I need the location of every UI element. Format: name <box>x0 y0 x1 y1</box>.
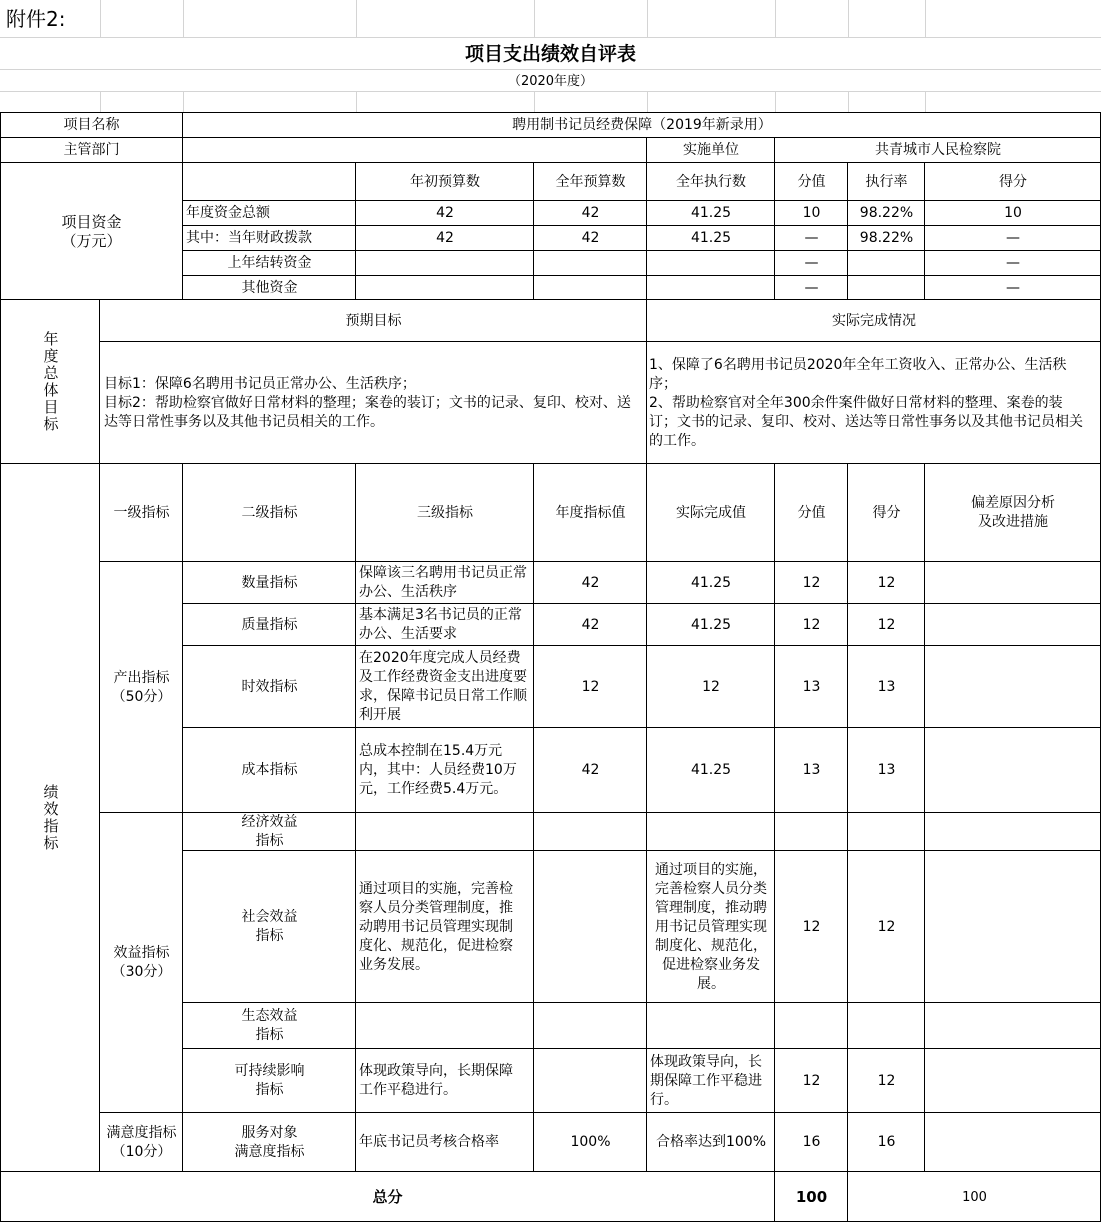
project-name-label: 项目名称 <box>63 117 120 133</box>
grid-line <box>356 0 357 37</box>
grid-line <box>647 92 648 112</box>
grid-line <box>534 92 535 112</box>
indicator-level3: 在2020年度完成人员经费及工作经费资金支出进度要求，保障书记员日常工作顺利开展 <box>359 650 527 723</box>
goals-label: 年度总体目标 <box>41 331 60 433</box>
indicator-level2: 时效指标 <box>241 678 298 695</box>
funds-row-rate <box>848 276 925 300</box>
indicator-level2: 成本指标 <box>241 762 298 778</box>
funds-row-score: — <box>1006 255 1020 271</box>
funds-row-score-value: — <box>804 255 819 271</box>
funds-header-score: 得分 <box>999 173 1027 190</box>
funds-row-score: — <box>1006 230 1020 246</box>
funds-row-name: 其中：当年财政拨款 <box>186 230 312 246</box>
table-border <box>847 162 848 300</box>
funds-row-name: 上年结转资金 <box>227 255 312 271</box>
table-border <box>0 112 1 1222</box>
table-border <box>183 1002 1101 1003</box>
funds-header-annual: 全年预算数 <box>555 173 626 190</box>
grid-line <box>848 0 849 37</box>
total-score-value: 100 <box>795 1187 828 1206</box>
funds-row-initial <box>356 276 534 300</box>
total-label: 总分 <box>372 1187 403 1206</box>
dept-value <box>183 138 647 163</box>
ind-header-analysis: 偏差原因分析 及改进措施 <box>971 495 1055 530</box>
grid-line <box>183 0 184 37</box>
goals-actual-header: 实际完成情况 <box>832 312 916 329</box>
grid-line <box>100 0 101 37</box>
table-border <box>183 200 1101 201</box>
indicator-actual: 41.25 <box>690 574 732 591</box>
dept-label: 主管部门 <box>63 142 120 158</box>
indicator-actual: 合格率达到100% <box>655 1134 767 1150</box>
indicator-score: 12 <box>877 1072 896 1089</box>
table-border <box>355 463 356 1172</box>
grid-line <box>356 92 357 112</box>
funds-label: 项目资金 （万元） <box>61 212 122 250</box>
group-satisfaction: 满意度指标 （10分） <box>106 1124 177 1160</box>
table-border <box>646 463 647 1172</box>
table-border <box>99 299 100 1172</box>
goals-actual-text: 1、保障了6名聘用书记员2020年全年工资收入、正常办公、生活秩序； 2、帮助检察官对全年300余件案件做好日常材料的整理、案卷的装订；文书的记录、复印、校对、送达等日常性事务以及其他书记员相关的工作。 <box>649 356 1083 449</box>
indicator-score <box>848 1003 925 1049</box>
indicator-target <box>534 813 647 851</box>
indicator-score: 16 <box>877 1134 896 1150</box>
unit-value: 共青城市人民检察院 <box>875 142 1001 158</box>
indicator-level2: 可持续影响 指标 <box>234 1063 305 1098</box>
indicator-level2: 质量指标 <box>241 616 298 633</box>
grid-line <box>647 0 648 37</box>
grid-line <box>848 92 849 112</box>
funds-header-initial: 年初预算数 <box>410 173 480 190</box>
grid-line <box>0 91 1101 92</box>
grid-line <box>775 0 776 37</box>
indicator-level2: 服务对象 满意度指标 <box>234 1124 305 1160</box>
funds-row-rate <box>848 251 925 276</box>
indicator-target <box>534 1003 647 1049</box>
grid-line <box>183 92 184 112</box>
table-border <box>183 850 1101 851</box>
funds-row-rate: 98.22% <box>859 205 914 221</box>
table-border <box>183 1048 1101 1049</box>
project-name-value: 聘用制书记员经费保障（2019年新录用） <box>512 117 772 133</box>
grid-line <box>775 92 776 112</box>
indicator-target <box>534 851 647 1003</box>
indicator-level3: 年底书记员考核合格率 <box>359 1134 499 1150</box>
indicator-analysis <box>925 604 1101 646</box>
indicator-score-value <box>775 1003 848 1049</box>
indicator-actual: 12 <box>702 678 720 695</box>
indicator-analysis <box>925 1049 1101 1113</box>
group-output: 产出指标 （50分） <box>111 669 172 705</box>
indicator-score-value: 12 <box>802 574 821 591</box>
table-border <box>924 463 925 1172</box>
indicator-score-value: 13 <box>802 678 821 695</box>
funds-row-score-value: — <box>804 279 819 296</box>
indicator-analysis <box>925 1113 1101 1172</box>
indicator-target: 42 <box>581 762 600 778</box>
table-border <box>100 1112 1101 1113</box>
grid-line <box>925 92 926 112</box>
ind-header-actual: 实际完成值 <box>676 504 746 521</box>
indicator-level3: 体现政策导向，长期保障工作平稳进行。 <box>359 1063 513 1098</box>
table-border <box>646 299 647 464</box>
table-border <box>355 162 356 300</box>
grid-line <box>534 0 535 37</box>
table-border <box>646 137 647 163</box>
funds-row-score: — <box>1006 279 1020 296</box>
funds-row-executed <box>647 251 775 276</box>
indicator-level3 <box>356 1003 534 1049</box>
funds-row-name: 其他资金 <box>241 279 298 296</box>
indicator-score-value: 12 <box>802 616 821 633</box>
table-border <box>0 1171 1101 1172</box>
indicator-target: 12 <box>581 678 600 695</box>
indicator-target: 42 <box>581 574 600 591</box>
indicator-actual <box>647 813 775 851</box>
ind-header-score: 得分 <box>872 504 901 521</box>
indicator-actual: 通过项目的实施，完善检察人员分类管理制度，推动聘用书记员管理实现制度化、规范化，促进检察业务发展。 <box>655 861 767 992</box>
table-border <box>100 812 1101 813</box>
grid-line <box>0 69 1101 70</box>
table-border <box>183 225 1101 226</box>
indicator-target: 42 <box>581 616 600 633</box>
indicator-score: 12 <box>877 574 896 591</box>
indicator-level3 <box>356 813 534 851</box>
table-border <box>774 137 775 163</box>
table-border <box>0 112 1101 113</box>
funds-row-rate: 98.22% <box>859 230 914 246</box>
indicator-level2: 数量指标 <box>241 574 298 591</box>
funds-row-name: 年度资金总额 <box>186 205 270 221</box>
table-border <box>183 645 1101 646</box>
year-label: （2020年度） <box>507 73 594 89</box>
ind-header-level3: 三级指标 <box>417 504 473 521</box>
funds-row-annual: 42 <box>581 205 600 221</box>
ind-header-level1: 一级指标 <box>113 504 170 521</box>
funds-row-annual: 42 <box>581 230 600 246</box>
group-benefit: 效益指标 （30分） <box>111 945 172 980</box>
indicator-score-value: 12 <box>802 1072 821 1089</box>
indicator-analysis <box>925 851 1101 1003</box>
indicator-actual <box>647 1003 775 1049</box>
table-border <box>646 162 647 300</box>
funds-row-score-value: 10 <box>802 205 821 221</box>
table-border <box>0 1221 1101 1222</box>
funds-row-initial: 42 <box>436 205 454 221</box>
funds-row-initial <box>356 251 534 276</box>
table-border <box>0 463 1101 464</box>
goals-expected-header: 预期目标 <box>345 312 402 329</box>
goals-expected-text: 目标1：保障6名聘用书记员正常办公、生活秩序； 目标2：帮助检察官做好日常材料的整理；案卷的装订；文书的记录、复印、校对、送达等日常性事务以及其他书记员相关的工作。 <box>104 375 631 430</box>
table-border <box>533 463 534 1172</box>
table-border <box>100 341 1101 342</box>
ind-header-score-value: 分值 <box>797 504 826 521</box>
indicator-analysis <box>925 1003 1101 1049</box>
funds-header-rate: 执行率 <box>865 173 908 190</box>
indicator-score: 13 <box>877 762 896 778</box>
total-score: 100 <box>962 1189 987 1205</box>
indicator-score: 12 <box>877 616 896 633</box>
table-border <box>183 275 1101 276</box>
table-border <box>774 162 775 300</box>
table-border <box>533 162 534 300</box>
table-border <box>183 250 1101 251</box>
table-border <box>847 463 848 1222</box>
funds-header-score-value: 分值 <box>797 173 826 190</box>
table-border <box>924 162 925 300</box>
table-border <box>774 463 775 1222</box>
page-title: 项目支出绩效自评表 <box>464 42 636 65</box>
funds-row-annual <box>534 251 647 276</box>
indicator-level2: 生态效益 指标 <box>241 1008 298 1043</box>
indicator-score: 13 <box>877 678 896 695</box>
funds-row-initial: 42 <box>436 230 454 246</box>
indicator-actual: 41.25 <box>690 616 732 633</box>
indicator-analysis <box>925 562 1101 604</box>
unit-label: 实施单位 <box>683 142 739 158</box>
indicator-score-value <box>775 813 848 851</box>
grid-line <box>100 92 101 112</box>
ind-header-level2: 二级指标 <box>241 504 298 521</box>
indicator-target <box>534 1049 647 1113</box>
indicator-analysis <box>925 646 1101 728</box>
indicator-score-value: 12 <box>802 918 821 935</box>
indicator-score-value: 16 <box>802 1134 821 1150</box>
attachment-label: 附件2: <box>6 6 66 31</box>
grid-line <box>0 37 1101 38</box>
table-border <box>182 463 183 1172</box>
funds-row-score-value: — <box>804 230 819 246</box>
ind-header-target: 年度指标值 <box>555 504 626 521</box>
table-border <box>0 162 1101 163</box>
funds-row-executed <box>647 276 775 300</box>
indicator-level3: 总成本控制在15.4万元内，其中：人员经费10万元，工作经费5.4万元。 <box>359 743 517 797</box>
indicator-score: 12 <box>877 918 896 935</box>
funds-row-executed: 41.25 <box>690 205 732 221</box>
indicator-score-value: 13 <box>802 762 821 778</box>
table-border <box>183 727 1101 728</box>
indicator-level2: 经济效益 指标 <box>241 814 298 849</box>
indicator-level3: 保障该三名聘用书记员正常办公、生活秩序 <box>359 565 527 600</box>
indicator-actual: 体现政策导向，长期保障工作平稳进行。 <box>650 1053 762 1108</box>
indicator-analysis <box>925 728 1101 813</box>
indicators-label: 绩效指标 <box>41 784 60 852</box>
table-border <box>0 299 1101 300</box>
table-border <box>183 603 1101 604</box>
funds-row-score: 10 <box>1004 205 1022 221</box>
funds-row-annual <box>534 276 647 300</box>
table-border <box>182 112 183 300</box>
indicator-actual: 41.25 <box>690 762 732 778</box>
funds-row-executed: 41.25 <box>690 230 732 246</box>
table-border <box>0 137 1101 138</box>
indicator-level3: 通过项目的实施，完善检察人员分类管理制度，推动聘用书记员管理实现制度化、规范化，促进检察业务发展。 <box>359 880 513 973</box>
indicator-analysis <box>925 813 1101 851</box>
funds-header-executed: 全年执行数 <box>676 173 746 190</box>
indicator-target: 100% <box>570 1134 611 1150</box>
indicator-level3: 基本满足3名书记员的正常办公、生活要求 <box>359 607 522 642</box>
grid-line <box>925 0 926 37</box>
table-border <box>100 561 1101 562</box>
indicator-score <box>848 813 925 851</box>
indicator-level2: 社会效益 指标 <box>241 909 298 944</box>
